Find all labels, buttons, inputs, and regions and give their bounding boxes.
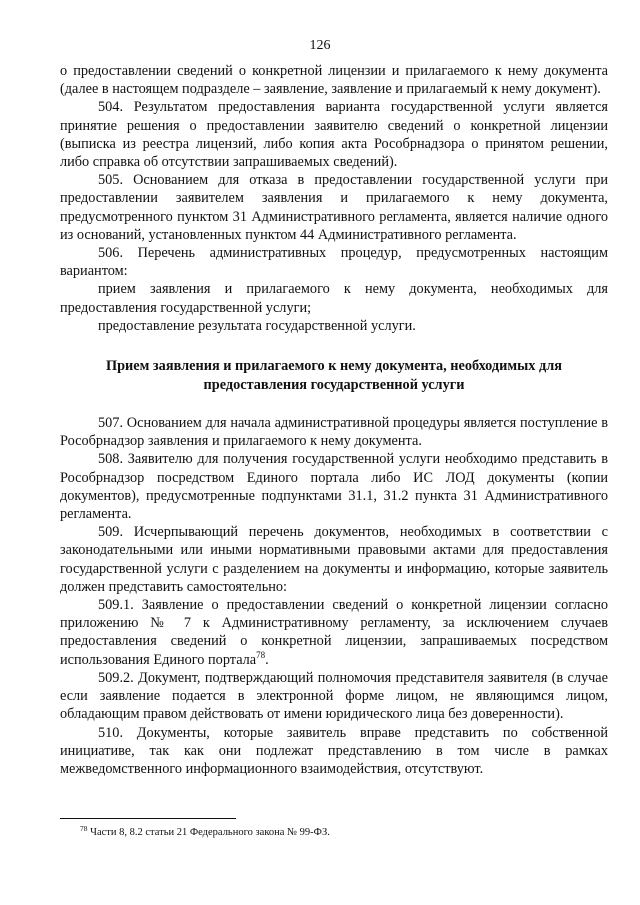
procedure-item-2: предоставление результата государственной услуги. — [98, 317, 416, 334]
procedure-item-1: прием заявления и прилагаемого к нему документа, необходимых для предоставления государственной услуги; — [60, 281, 608, 316]
paragraph-505: 505. Основанием для отказа в предоставлении государственной услуги при предоставлении заявителем заявления и прилагаемого к нему документа, предусмотренного пунктом 31 Административного регламента, является наличие одного из оснований, установленных пунктом 44 Административного регламента. — [60, 172, 608, 243]
section-heading: Прием заявления и прилагаемого к нему документа, необходимых для предоставления государственной услуги — [105, 358, 563, 393]
paragraph-509-1 — [60, 596, 608, 669]
footnote-marker: 78 — [80, 824, 88, 833]
page-content — [60, 62, 608, 778]
footnote-text: Части 8, 8.2 статьи 21 Федерального закона № 99-ФЗ. — [90, 827, 330, 838]
paragraph-508: 508. Заявителю для получения государственной услуги необходимо представить в Рособрнадзор посредством Единого портала либо ИС ЛОД документы (копии документов), предусмотренные подпунктами 31.1, 31.2 пункта 31 Административного регламента. — [60, 451, 608, 523]
paragraph-continuation: о предоставлении сведений о конкретной лицензии и прилагаемого к нему документа (далее в настоящем подразделе – заявление, заявление и прилагаемый к нему документ). — [60, 63, 608, 98]
paragraph-509-2: 509.2. Документ, подтверждающий полномочия представителя заявителя (в случае если заявление подается в электронной форме лицом, не являющимся лицом, обладающим правом действовать от имени юридического лица без доверенности). — [60, 669, 608, 723]
paragraph-509-1-text: 509.1. Заявление о предоставлении сведений о конкретной лицензии согласно приложению № 7 к Административному регламенту, за исключением случаев предоставления сведений о конкретной лицензии, запрашиваемых посредством использования Единого портала — [60, 597, 608, 668]
footnote-reference[interactable]: 78 — [256, 649, 266, 660]
paragraph-507: 507. Основанием для начала административной процедуры является поступление в Рособрнадзор заявления и прилагаемого к нему документа. — [60, 415, 608, 450]
page-number: 126 — [309, 38, 331, 53]
footnote — [80, 826, 600, 839]
footnote-divider — [60, 818, 236, 819]
paragraph-509: 509. Исчерпывающий перечень документов, необходимых в соответствии с законодательными или иными нормативными правовыми актами для предоставления государственной услуги с разделением на документы и информацию, которые заявитель должен представить самостоятельно: — [60, 524, 608, 595]
paragraph-509-1-tail: . — [265, 651, 269, 668]
paragraph-504: 504. Результатом предоставления варианта государственной услуги является принятие решения о предоставлении заявителю сведений о конкретной лицензии (выписка из реестра лицензий, либо копия акта Рособрнадзора о принятом решении, либо справка об отсутствии запрашиваемых сведений). — [60, 99, 608, 171]
paragraph-510: 510. Документы, которые заявитель вправе представить по собственной инициативе, так как они подлежат представлению в том числе в рамках межведомственного информационного взаимодействия, отсутствуют. — [60, 724, 608, 777]
paragraph-506: 506. Перечень административных процедур, предусмотренных настоящим вариантом: — [60, 245, 608, 280]
